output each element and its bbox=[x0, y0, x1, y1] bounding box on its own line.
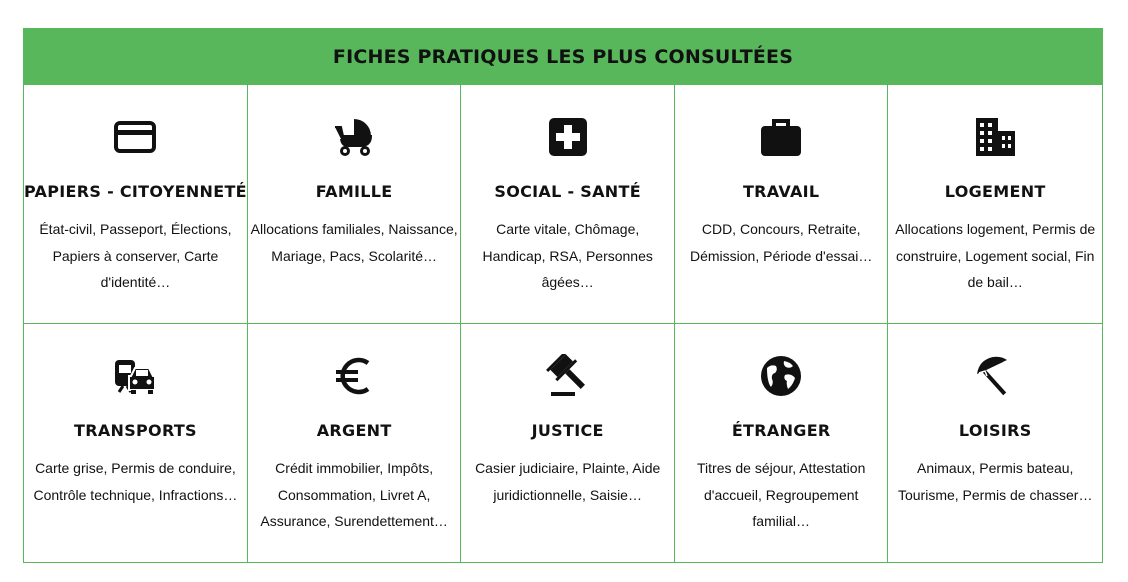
card-title: TRAVAIL bbox=[742, 182, 820, 201]
card-logement[interactable] bbox=[888, 84, 1102, 323]
card-title: LOISIRS bbox=[958, 421, 1032, 440]
card-title: ÉTRANGER bbox=[731, 421, 831, 440]
card-description: Animaux, Permis bateau, Tourisme, Permis de chasser… bbox=[897, 460, 1093, 503]
baby-carriage-icon bbox=[248, 116, 461, 158]
card-social-sante[interactable] bbox=[461, 84, 675, 323]
card-description: Carte grise, Permis de conduire, Contrôle technique, Infractions… bbox=[33, 460, 238, 503]
card-title: LOGEMENT bbox=[944, 182, 1046, 201]
card-papiers-citoyennete[interactable] bbox=[24, 84, 248, 323]
card-description: Casier judiciaire, Plainte, Aide juridictionnelle, Saisie… bbox=[475, 460, 661, 503]
card-description: Carte vitale, Chômage, Handicap, RSA, Personnes âgées… bbox=[482, 221, 653, 290]
gavel-icon bbox=[461, 355, 674, 397]
card-famille[interactable] bbox=[248, 84, 462, 323]
card-justice[interactable] bbox=[461, 323, 675, 562]
globe-icon bbox=[675, 355, 888, 397]
transport-icon bbox=[24, 355, 247, 397]
panel-header bbox=[24, 29, 1102, 84]
card-argent[interactable] bbox=[248, 323, 462, 562]
card-title: TRANSPORTS bbox=[73, 421, 197, 440]
euro-icon bbox=[248, 355, 461, 397]
card-description: Allocations familiales, Naissance, Mariage, Pacs, Scolarité… bbox=[250, 221, 458, 264]
medical-cross-icon bbox=[461, 116, 674, 158]
card-title: FAMILLE bbox=[315, 182, 393, 201]
card-title: ARGENT bbox=[316, 421, 392, 440]
card-title: PAPIERS - CITOYENNETÉ bbox=[24, 182, 247, 201]
card-description: État-civil, Passeport, Élections, Papiers à conserver, Carte d'identité… bbox=[39, 221, 232, 290]
card-description: CDD, Concours, Retraite, Démission, Période d'essai… bbox=[689, 221, 873, 264]
card-description: Titres de séjour, Attestation d'accueil, Regroupement familial… bbox=[697, 460, 866, 529]
popular-guides-panel bbox=[23, 28, 1103, 563]
card-travail[interactable] bbox=[675, 84, 889, 323]
briefcase-icon bbox=[675, 116, 888, 158]
card-loisirs[interactable] bbox=[888, 323, 1102, 562]
card-title: SOCIAL - SANTÉ bbox=[494, 182, 641, 201]
beach-umbrella-icon bbox=[888, 355, 1102, 397]
credit-card-icon bbox=[24, 116, 247, 158]
building-icon bbox=[888, 116, 1102, 158]
card-description: Allocations logement, Permis de construire, Logement social, Fin de bail… bbox=[895, 221, 1096, 290]
guides-grid bbox=[24, 84, 1102, 562]
card-transports[interactable] bbox=[24, 323, 248, 562]
card-etranger[interactable] bbox=[675, 323, 889, 562]
card-title: JUSTICE bbox=[531, 421, 604, 440]
panel-title: FICHES PRATIQUES LES PLUS CONSULTÉES bbox=[332, 45, 794, 68]
card-description: Crédit immobilier, Impôts, Consommation, Livret A, Assurance, Surendettement… bbox=[260, 460, 448, 529]
